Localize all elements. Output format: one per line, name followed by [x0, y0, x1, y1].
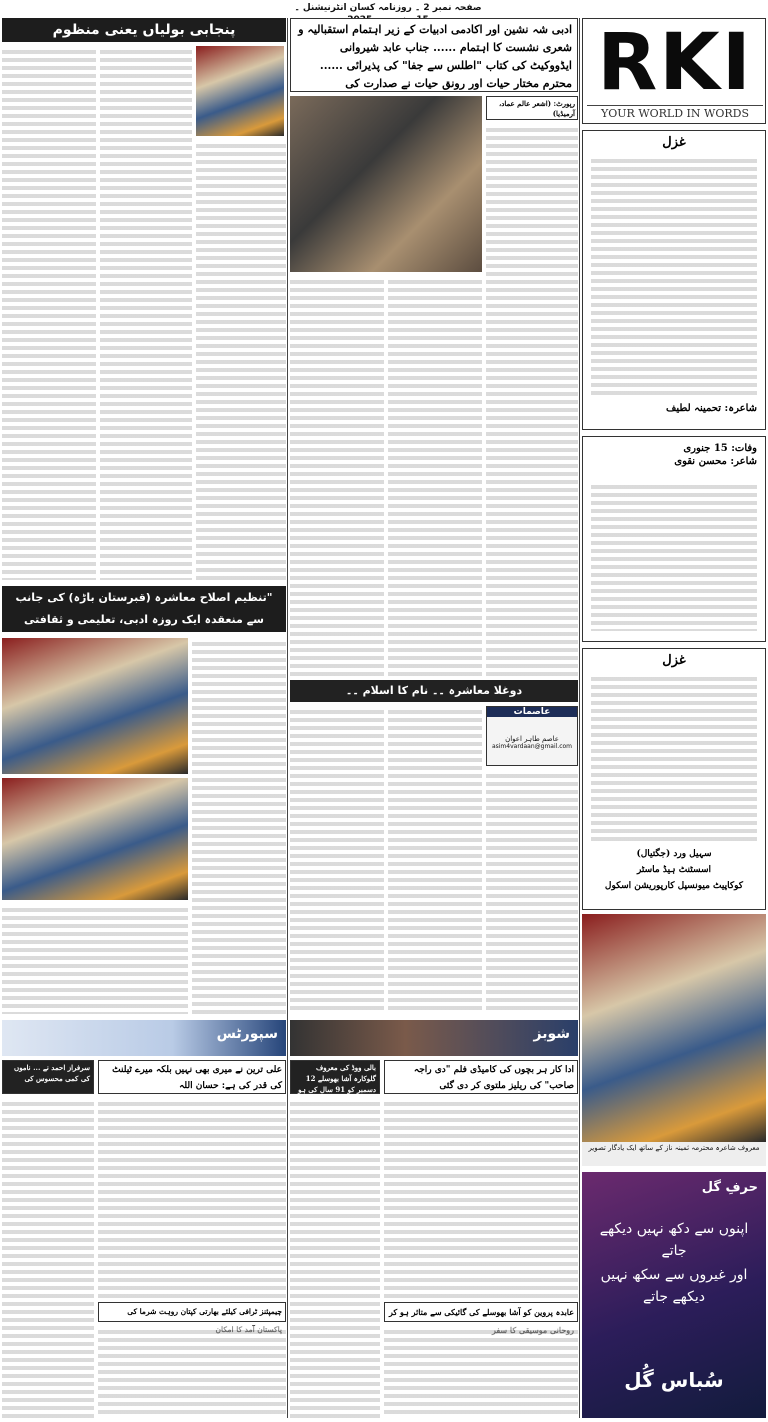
harf-e-gul-verse-2: اور غیروں سے سکھ نہیں دیکھے جاتے [600, 1267, 748, 1305]
ghazal-2-title: غزل [662, 653, 686, 668]
sports-story-1-headline: علی ترین نے میری بھی نہیں بلکہ میرے ٹیلنٹ کی قدر کی ہے: حسان اللہ [98, 1060, 286, 1094]
asimat-badge-box [486, 706, 578, 766]
column-rule-left [287, 18, 288, 1418]
punjabi-text-1 [196, 140, 286, 580]
obituary-box [582, 436, 766, 642]
poets-photo-caption: معروف شاعرہ محترمہ ثمینہ ناز کے ساتھ ایک یادگار تصویر [582, 1142, 766, 1166]
sports-story-3-headline: چیمپئنز ٹرافی کیلئے بھارتی کپتان روہت شرما کی [98, 1302, 286, 1322]
harf-e-gul-label: حرفِ گل [701, 1180, 758, 1195]
poets-photo [582, 914, 766, 1142]
column-rule-right [579, 18, 580, 1418]
asimat-text-2 [388, 706, 482, 1014]
lead-headline: ادبی شہ نشین اور اکادمی ادبیات کے زیر اہتمام استقبالیہ و شعری نشست کا اہتمام ...... جناب عابد شیروانی ایڈووکیٹ کی کتاب "اطلس سے جفا" کی پذیرائی ...... محترم مختار حیات اور رونق حیات نے صدارت کی [290, 18, 578, 92]
lead-text-3 [388, 276, 482, 676]
obituary-poet: شاعر: محسن نقوی [674, 456, 757, 467]
sports-text-3 [98, 1326, 286, 1418]
lead-byline: رپورٹ: (اشعر عالم عماد، آرمیڈیا) [498, 99, 575, 118]
ghazal-2-body [591, 673, 757, 843]
top-strip: صفحہ نمبر 2 ۔ روزنامہ کسان انٹرنیشنل ۔ [294, 3, 482, 13]
ghazal-2-poet: سہیل ورد (جگتیال) [636, 849, 712, 859]
tanzeem-headline: "تنظیم اصلاح معاشرہ (قبرستان باڑہ) کی جانب سے منعقدہ ایک روزہ ادبی، تعلیمی و ثقافتی [2, 586, 286, 632]
ghazal-2-role: اسسٹنٹ ہیڈ ماسٹر [636, 865, 712, 875]
obituary-date: وفات: 15 جنوری [683, 443, 757, 454]
ghazal-2-school: کوکاپیٹ میونسپل کارپوریشن اسکول [604, 881, 744, 891]
ghazal-2-box [582, 648, 766, 910]
sports-banner [2, 1020, 286, 1056]
harf-e-gul-verse-1: اپنوں سے دکھ نہیں دیکھے جاتے [599, 1221, 749, 1259]
showbiz-story-2-headline: بالی ووڈ کی معروف گلوکارہ آشا بھوسلے 12 دسمبر کو 91 سال کی ہو [290, 1060, 380, 1094]
asimat-headline: دوغلا معاشرہ ۔۔ نام کا اسلام ۔۔ [290, 680, 578, 702]
sports-label: سپورٹس [216, 1026, 278, 1042]
harf-e-gul-signature: سُباس گُل [624, 1368, 724, 1392]
tanzeem-text-1 [192, 638, 286, 1014]
showbiz-text-1 [384, 1098, 578, 1298]
showbiz-banner [290, 1020, 578, 1056]
ghazal-1-poet: شاعرہ: تحمینہ لطیف [666, 403, 757, 414]
punjabi-title: پنجابی بولیاں یعنی منظوم [2, 18, 286, 42]
showbiz-story-3-headline: عابدہ پروین کو آشا بھوسلے کی گائیکی سے متاثر ہو کر [384, 1302, 578, 1322]
showbiz-text-3 [384, 1326, 578, 1418]
tanzeem-photo-1 [2, 638, 188, 774]
lead-photo-collage [290, 96, 482, 272]
punjabi-poet-photo [196, 46, 284, 136]
punjabi-text-2 [100, 46, 192, 580]
showbiz-text-2 [290, 1098, 380, 1418]
harf-e-gul-box [582, 1172, 766, 1418]
tanzeem-text-2 [2, 904, 188, 1014]
masthead [582, 18, 766, 124]
showbiz-story-1-headline: ادا کار ہر بچوں کی کامیڈی فلم "دی راجہ صاحب" کی ریلیز ملتوی کر دی گئی [384, 1060, 578, 1094]
asimat-badge: عاصمات [487, 707, 577, 717]
masthead-logo: RKI [597, 18, 753, 108]
sports-text-2 [2, 1098, 94, 1418]
ghazal-1-body [591, 155, 757, 395]
ghazal-1-title: غزل [662, 135, 686, 150]
sports-text-1 [98, 1098, 286, 1298]
ghazal-1-box [582, 130, 766, 430]
asimat-email: asim4vardaan@gmail.com [491, 743, 573, 750]
lead-text-1 [486, 124, 578, 676]
asimat-text-1 [486, 770, 578, 1014]
lead-text-2 [290, 276, 384, 676]
asimat-text-3 [290, 706, 384, 1014]
obituary-body [591, 481, 757, 631]
tanzeem-photo-2 [2, 778, 188, 900]
lead-byline-box [486, 96, 578, 120]
punjabi-text-3 [2, 46, 96, 580]
asimat-author: عاصم طاہر اعوان [505, 735, 559, 743]
sports-story-2-headline: سرفراز احمد نے ... ناموں کی کمی محسوس کی [2, 1060, 94, 1094]
masthead-tagline: YOUR WORLD IN WORDS [587, 105, 763, 121]
showbiz-label: شوبز [533, 1026, 570, 1042]
